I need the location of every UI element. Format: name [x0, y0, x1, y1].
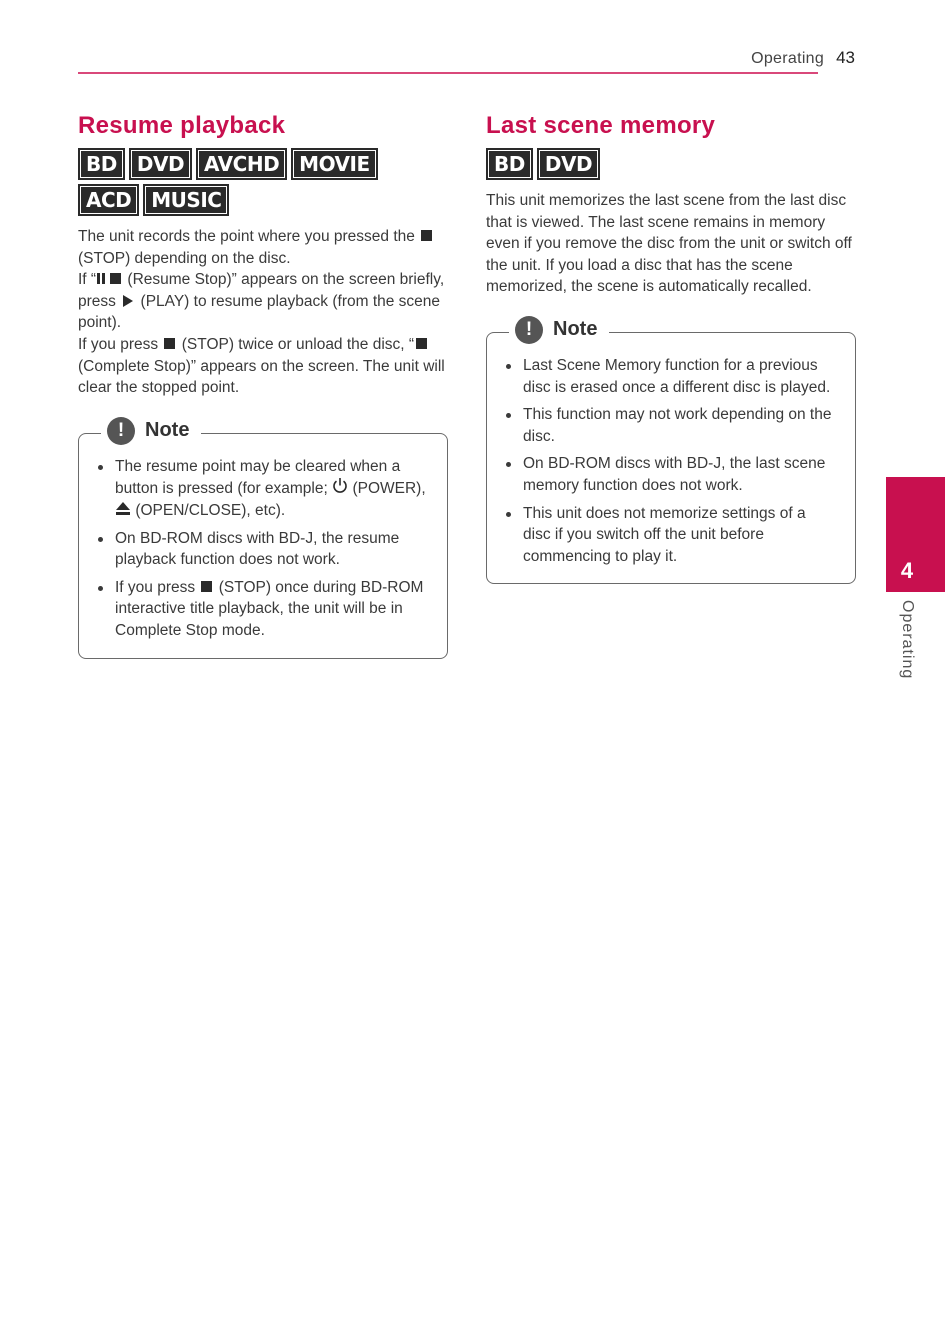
play-icon	[123, 295, 133, 307]
badge-acd: ACD	[78, 184, 139, 216]
paragraph: The unit records the point where you pressed the (STOP) depending on the disc.	[78, 226, 448, 269]
list-item: This function may not work depending on the disc.	[503, 404, 837, 447]
exclamation-icon: !	[515, 316, 543, 344]
list-item: On BD-ROM discs with BD-J, the resume playback function does not work.	[95, 528, 429, 571]
note-box	[486, 318, 856, 584]
header-divider	[78, 72, 818, 74]
list-item: This unit does not memorize settings of a disc if you switch off the unit before commencing to play it.	[503, 503, 837, 568]
stop-icon	[164, 338, 175, 349]
chapter-label: Operating	[899, 600, 916, 680]
note-box	[78, 419, 448, 659]
page-number: 43	[836, 48, 855, 67]
note-list	[503, 355, 837, 567]
stop-icon	[201, 581, 212, 592]
section-title: Last scene memory	[486, 112, 716, 139]
note-header	[509, 316, 609, 344]
list-item: Last Scene Memory function for a previous disc is erased once a different disc is played.	[503, 355, 837, 398]
power-icon	[332, 477, 348, 494]
stop-icon	[416, 338, 427, 349]
badge-avchd: AVCHD	[196, 148, 287, 180]
section-body	[486, 190, 856, 298]
note-header	[101, 417, 201, 445]
pause-icon	[97, 269, 107, 291]
badge-music: MUSIC	[143, 184, 229, 216]
badge-bd: BD	[78, 148, 125, 180]
last-scene-memory-section	[486, 108, 856, 584]
badge-movie: MOVIE	[291, 148, 377, 180]
badge-bd: BD	[486, 148, 533, 180]
list-item: If you press (STOP) once during BD-ROM interactive title playback, the unit will be in Complete Stop mode.	[95, 577, 429, 642]
stop-icon	[421, 230, 432, 241]
badge-dvd: DVD	[537, 148, 600, 180]
stop-icon	[110, 273, 121, 284]
paragraph: If you press (STOP) twice or unload the disc, “(Complete Stop)” appears on the screen. The unit will clear the stopped point.	[78, 335, 445, 397]
disc-type-badges	[486, 148, 816, 180]
list-item: The resume point may be cleared when a button is pressed (for example; (POWER), (OPEN/CLOSE), etc).	[95, 456, 429, 522]
section-body	[78, 226, 448, 399]
disc-type-badges	[78, 148, 408, 216]
eject-icon	[115, 501, 131, 516]
chapter-number: 4	[900, 558, 914, 583]
paragraph: If “ (Resume Stop)” appears on the screen briefly, press (PLAY) to resume playback (from the scene point).	[78, 271, 445, 332]
resume-playback-section	[78, 108, 448, 659]
list-item: On BD-ROM discs with BD-J, the last scene memory function does not work.	[503, 453, 837, 496]
badge-dvd: DVD	[129, 148, 192, 180]
note-title: Note	[145, 419, 190, 442]
section-title: Resume playback	[78, 112, 286, 139]
note-list	[95, 456, 429, 642]
header-section-title: Operating	[751, 50, 825, 67]
exclamation-icon: !	[107, 417, 135, 445]
paragraph: This unit memorizes the last scene from the last disc that is viewed. The last scene remains in memory even if you remove the disc from the unit or switch off the unit. If you load a disc that has the scene memorized, the scene is automatically recalled.	[486, 192, 852, 296]
note-title: Note	[553, 318, 598, 341]
page-header	[700, 48, 855, 68]
